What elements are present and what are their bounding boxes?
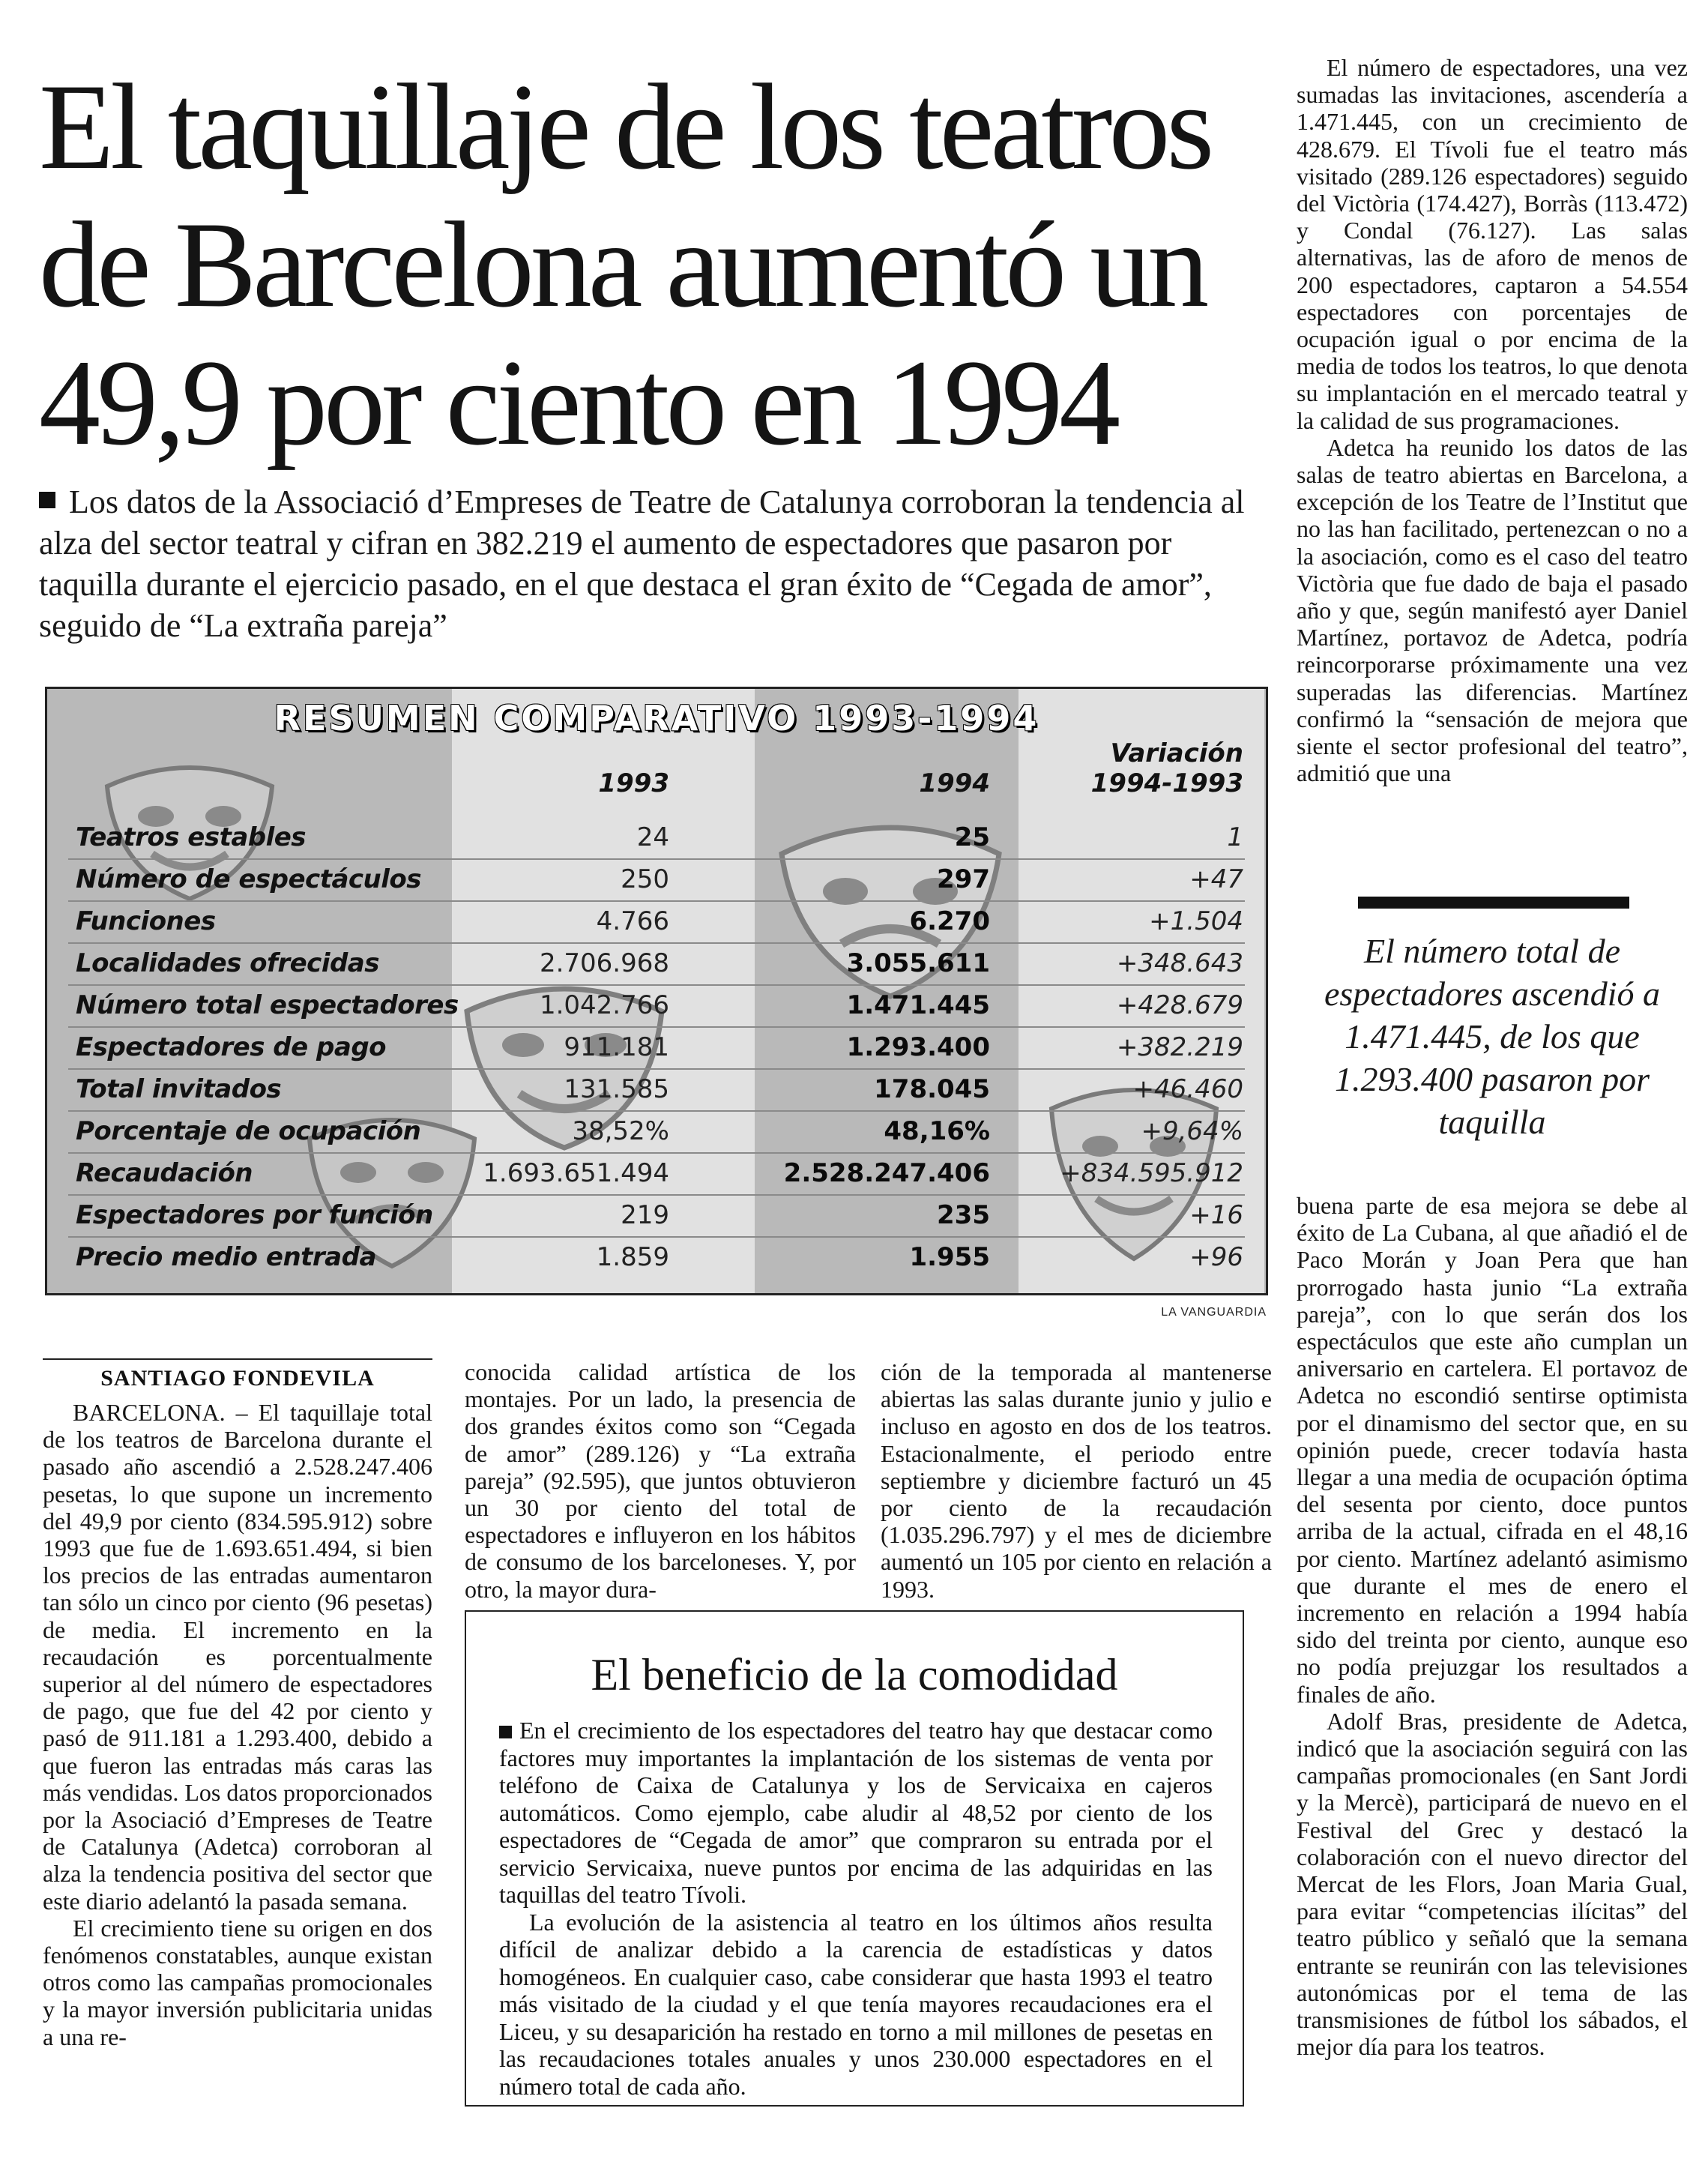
headline [39, 58, 1238, 472]
value-1994: 48,16% [884, 1116, 990, 1146]
table-row [47, 942, 1266, 984]
row-label: Teatros estables [76, 822, 307, 852]
value-1994: 1.955 [909, 1242, 990, 1272]
row-label: Funciones [76, 906, 216, 936]
column-header-1994: 1994 [919, 768, 990, 798]
value-variation: +47 [1189, 864, 1243, 894]
headline-line-2: de Barcelona aumentó un [39, 197, 1206, 333]
value-1993: 2.706.968 [539, 948, 669, 978]
paragraph: La evolución de la asistencia al teatro en los últimos años resulta difícil de analizar debido a la carencia de estadísticas y datos homogéneos. En cualquier caso, cabe considerar que hasta 1993 el teatro más visitado de la ciudad y el que tenía mayores recaudaciones era el Liceu, y su desaparición ha restado en torno a mil millones de pesetas en las recaudaciones totales anuales y unos 230.000 espectadores en el número total de cada año. [499, 1908, 1213, 2100]
value-variation: +834.595.912 [1060, 1158, 1243, 1188]
value-1994: 2.528.247.406 [783, 1158, 990, 1188]
table-row [47, 1236, 1266, 1278]
sidebar-box [465, 1610, 1244, 2107]
value-1994: 1.293.400 [846, 1032, 990, 1062]
column-header-1993: 1993 [598, 768, 669, 798]
paragraph: El número de espectadores, una vez sumadas las invitaciones, ascendería a 1.471.445, con un crecimiento de 428.679. El Tívoli fue el teatro más visitado (289.126 espectadores) seguido del Victòria (174.427), Borràs (113.472) y Condal (76.127). Las salas alternativas, las de aforo de menos de 200 espectadores, captaron a 54.554 espectadores con porcentajes de ocupación igual o por encima de la media de todos los teatros, lo que denota su implantación en el mercado teatral y la calidad de sus programaciones. [1297, 54, 1688, 434]
paragraph: El crecimiento tiene su origen en dos fenómenos constatables, aunque existan otros como las campañas promocionales y la mayor inversión publicitaria unidas a una re- [43, 1914, 432, 2050]
body-column-1 [43, 1399, 432, 2050]
table-row [47, 1068, 1266, 1110]
body-column-4-top [1297, 54, 1688, 786]
row-label: Localidades ofrecidas [76, 948, 379, 978]
value-1993: 250 [621, 864, 669, 894]
paragraph: ción de la temporada al mantenerse abiertas las salas durante junio y julio e incluso en agosto en dos de los teatros. Estacionalmente, el periodo entre septiembre y diciembre facturó un 45 por ciento de la recaudación (1.035.296.797) y el mes de diciembre aumentó un 105 por ciento en relación a 1993. [881, 1358, 1272, 1603]
table-credit: LA VANGUARDIA [1161, 1306, 1267, 1319]
row-label: Precio medio entrada [76, 1242, 376, 1272]
value-variation: +428.679 [1116, 990, 1243, 1020]
value-1993: 911.181 [564, 1032, 669, 1062]
byline-rule [43, 1358, 432, 1360]
value-1993: 1.859 [596, 1242, 669, 1272]
value-1994: 25 [954, 822, 990, 852]
value-1994: 6.270 [909, 906, 990, 936]
value-variation: +16 [1189, 1200, 1243, 1230]
subheadline [39, 481, 1268, 646]
subheadline-text: Los datos de la Associació d’Empreses de Teatre de Catalunya corroboran la tendencia al alza del sector teatral y cifran en 382.219 el aumento de espectadores que pasaron por taquilla durante el ejercicio pasado, en el que destaca el gran éxito de “Cegada de amor”, seguido de “La extraña pareja” [39, 484, 1245, 644]
value-variation: +382.219 [1116, 1032, 1243, 1062]
row-label: Número de espectáculos [76, 864, 421, 894]
row-label: Porcentaje de ocupación [76, 1116, 421, 1146]
column-header-variation [1091, 738, 1243, 798]
bullet-square-icon [499, 1726, 512, 1738]
row-label: Número total espectadores [76, 990, 459, 1020]
value-1993: 38,52% [572, 1116, 669, 1146]
headline-line-1: El taquillaje de los teatros [39, 59, 1211, 195]
value-variation: +9,64% [1141, 1116, 1243, 1146]
byline: SANTIAGO FONDEVILA [100, 1366, 375, 1391]
table-row [47, 858, 1266, 900]
bullet-square-icon [39, 492, 55, 508]
paragraph: buena parte de esa mejora se debe al éxito de La Cubana, al que añadió el de Paco Morán y Joan Pera que han prorrogado hasta junio “La extraña pareja”, con lo que serán dos los espectáculos que este año cumplan un aniversario en cartelera. El portavoz de Adetca no escondió sentirse optimista por el dinamismo del sector que, en su opinión puede, crecer todavía hasta llegar a una media de ocupación óptima del sesenta por ciento, doce puntos arriba de la actual, cifrada en el 48,16 por ciento. Martínez adelantó asimismo que durante el mes de enero el incremento en relación a 1994 había sido del treinta por ciento, aunque eso no podía prejuzgar los resultados a finales de año. [1297, 1192, 1688, 1708]
column-header-variation-line-1: Variación [1110, 738, 1243, 768]
value-variation: +348.643 [1116, 948, 1243, 978]
column-header-variation-line-2: 1994-1993 [1090, 768, 1243, 798]
body-column-2 [465, 1358, 856, 1603]
table-row [47, 1026, 1266, 1068]
value-variation: +1.504 [1149, 906, 1243, 936]
value-variation: +46.460 [1132, 1074, 1243, 1104]
table-row [47, 816, 1266, 858]
sidebar-title: El beneficio de la comodidad [591, 1650, 1118, 1699]
value-variation: +96 [1189, 1242, 1243, 1272]
row-label: Recaudación [76, 1158, 253, 1188]
paragraph [499, 1717, 1213, 1909]
table-row [47, 984, 1266, 1026]
value-1994: 3.055.611 [846, 948, 990, 978]
table-title: RESUMEN COMPARATIVO 1993-1994 [274, 698, 1039, 738]
value-1994: 1.471.445 [846, 990, 990, 1020]
value-1994: 235 [937, 1200, 990, 1230]
table-row [47, 1194, 1266, 1236]
sidebar-paragraph-1-text: En el crecimiento de los espectadores del teatro hay que destacar como factores muy importantes la implantación de los sistemas de venta por teléfono de Caixa de Catalunya y los de Servicaixa en cajeros automáticos. Como ejemplo, cabe aludir al 48,52 por ciento de los espectadores de “Cegada de amor” que compraron su entrada por el servicio Servicaixa, nueve puntos por encima de las adquiridas en las taquillas del teatro Tívoli. [499, 1717, 1213, 1908]
value-1994: 297 [937, 864, 990, 894]
paragraph: conocida calidad artística de los montajes. Por un lado, la presencia de dos grandes éxitos como son “Cegada de amor” (289.126) y “La extraña pareja” (92.595), que juntos obtuvieron un 30 por ciento del total de espectadores e influyeron en los hábitos de consumo de los barceloneses. Y, por otro, la mayor dura- [465, 1358, 856, 1603]
paragraph: Adetca ha reunido los datos de las salas de teatro abiertas en Barcelona, a excepción de los Teatre de l’Institut que no las han facilitado, pertenezcan o no a la asociación, como es el caso del teatro Victòria que fue dado de baja el pasado año y que, según manifestó ayer Daniel Martínez, portavoz de Adetca, podría reincorporarse próximamente una vez superadas las diferencias. Martínez confirmó la “sensación de mejora que siente el sector profesional del teatro”, admitió que una [1297, 433, 1688, 787]
value-1993: 24 [636, 822, 669, 852]
value-1993: 1.693.651.494 [483, 1158, 669, 1188]
value-variation: 1 [1227, 822, 1243, 852]
comparison-table [45, 687, 1268, 1295]
value-1993: 4.766 [596, 906, 669, 936]
sidebar-body [499, 1717, 1213, 2100]
row-label: Total invitados [76, 1074, 282, 1104]
headline-line-3: 49,9 por ciento en 1994 [39, 335, 1117, 471]
pullquote: El número total de espectadores ascendió a 1.471.445, de los que 1.293.400 pasaron por taquilla [1324, 932, 1660, 1141]
value-1994: 178.045 [874, 1074, 990, 1104]
value-1993: 131.585 [564, 1074, 669, 1104]
table-row [47, 900, 1266, 942]
paragraph: BARCELONA. – El taquillaje total de los teatros de Barcelona durante el pasado año ascendió a 2.528.247.406 pesetas, lo que supone un incremento del 49,9 por ciento (834.595.912) sobre 1993 que fue de 1.693.651.494, si bien los precios de las entradas aumentaron tan sólo un cinco por ciento (96 pesetas) de media. El incremento en la recaudación es porcentualmente superior al del número de espectadores de pago, que fue del 42 por ciento y pasó de 911.181 a 1.293.400, debido a que fueron las entradas más caras las más vendidas. Los datos proporcionados por la Asociació d’Empreses de Teatre de Catalunya (Adetca) corroboran al alza la tendencia positiva del sector que este diario adelantó la pasada semana. [43, 1399, 432, 1915]
table-row [47, 1152, 1266, 1194]
pullquote-bar [1358, 897, 1629, 909]
value-1993: 1.042.766 [539, 990, 669, 1020]
table-row [47, 1110, 1266, 1152]
paragraph: Adolf Bras, presidente de Adetca, indicó que la asociación seguirá con las campañas promocionales (en Sant Jordi y la Mercè), participará de nuevo en el Festival del Grec y destacó la colaboración con el nuevo director del Mercat de les Flors, Joan Maria Gual, para evitar “competencias ilícitas” del teatro público y señaló que la semana entrante se reunirán con las televisiones autonómicas por el tema de las transmisiones de fútbol los sábados, el mejor día para los teatros. [1297, 1707, 1688, 2061]
body-column-3 [881, 1358, 1272, 1603]
body-column-4-bottom [1297, 1192, 1688, 2061]
row-label: Espectadores por función [76, 1200, 433, 1230]
value-1993: 219 [621, 1200, 669, 1230]
row-label: Espectadores de pago [76, 1032, 387, 1062]
